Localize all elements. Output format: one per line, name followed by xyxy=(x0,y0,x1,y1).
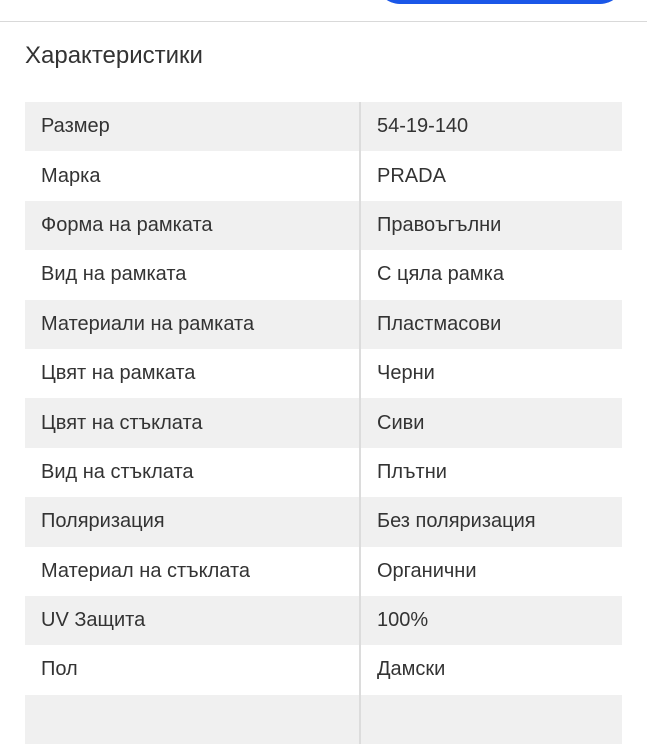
table-row xyxy=(25,695,622,744)
spec-label: Вид на рамката xyxy=(41,263,187,286)
spec-value: Правоъгълни xyxy=(377,213,502,236)
table-row xyxy=(25,102,622,151)
table-row xyxy=(25,398,622,447)
table-row xyxy=(25,300,622,349)
table-row xyxy=(25,201,622,250)
spec-label: Размер xyxy=(41,115,110,138)
spec-value: Плътни xyxy=(377,460,447,483)
table-row xyxy=(25,250,622,299)
spec-value: Черни xyxy=(377,362,435,385)
spec-value: С цяла рамка xyxy=(377,263,504,286)
table-row xyxy=(25,596,622,645)
spec-label: Поляризация xyxy=(41,510,165,533)
spec-label: Вид на стъклата xyxy=(41,460,194,483)
column-divider xyxy=(359,695,361,744)
table-row xyxy=(25,497,622,546)
table-row xyxy=(25,547,622,596)
table-row xyxy=(25,448,622,497)
table-row xyxy=(25,349,622,398)
section-title: Характеристики xyxy=(25,42,203,69)
spec-value: 54-19-140 xyxy=(377,115,469,138)
spec-value: PRADA xyxy=(377,164,446,187)
spec-label: Цвят на стъклата xyxy=(41,411,203,434)
spec-label: UV Защита xyxy=(41,609,146,632)
spec-value: Пластмасови xyxy=(377,312,502,335)
spec-value: Дамски xyxy=(377,658,446,681)
spec-label: Материал на стъклата xyxy=(41,559,251,582)
spec-label: Материали на рамката xyxy=(41,312,255,335)
spec-label: Цвят на рамката xyxy=(41,362,196,385)
spec-value: 100% xyxy=(377,609,429,632)
primary-action-button[interactable] xyxy=(376,0,624,4)
spec-value: Органични xyxy=(377,559,477,582)
table-row xyxy=(25,645,622,694)
specs-table xyxy=(25,102,622,744)
table-row xyxy=(25,151,622,200)
header-divider xyxy=(0,21,647,22)
spec-label: Форма на рамката xyxy=(41,213,213,236)
spec-value: Без поляризация xyxy=(377,510,536,533)
spec-value: Сиви xyxy=(377,411,425,434)
spec-label: Пол xyxy=(41,658,78,681)
spec-label: Марка xyxy=(41,164,101,187)
